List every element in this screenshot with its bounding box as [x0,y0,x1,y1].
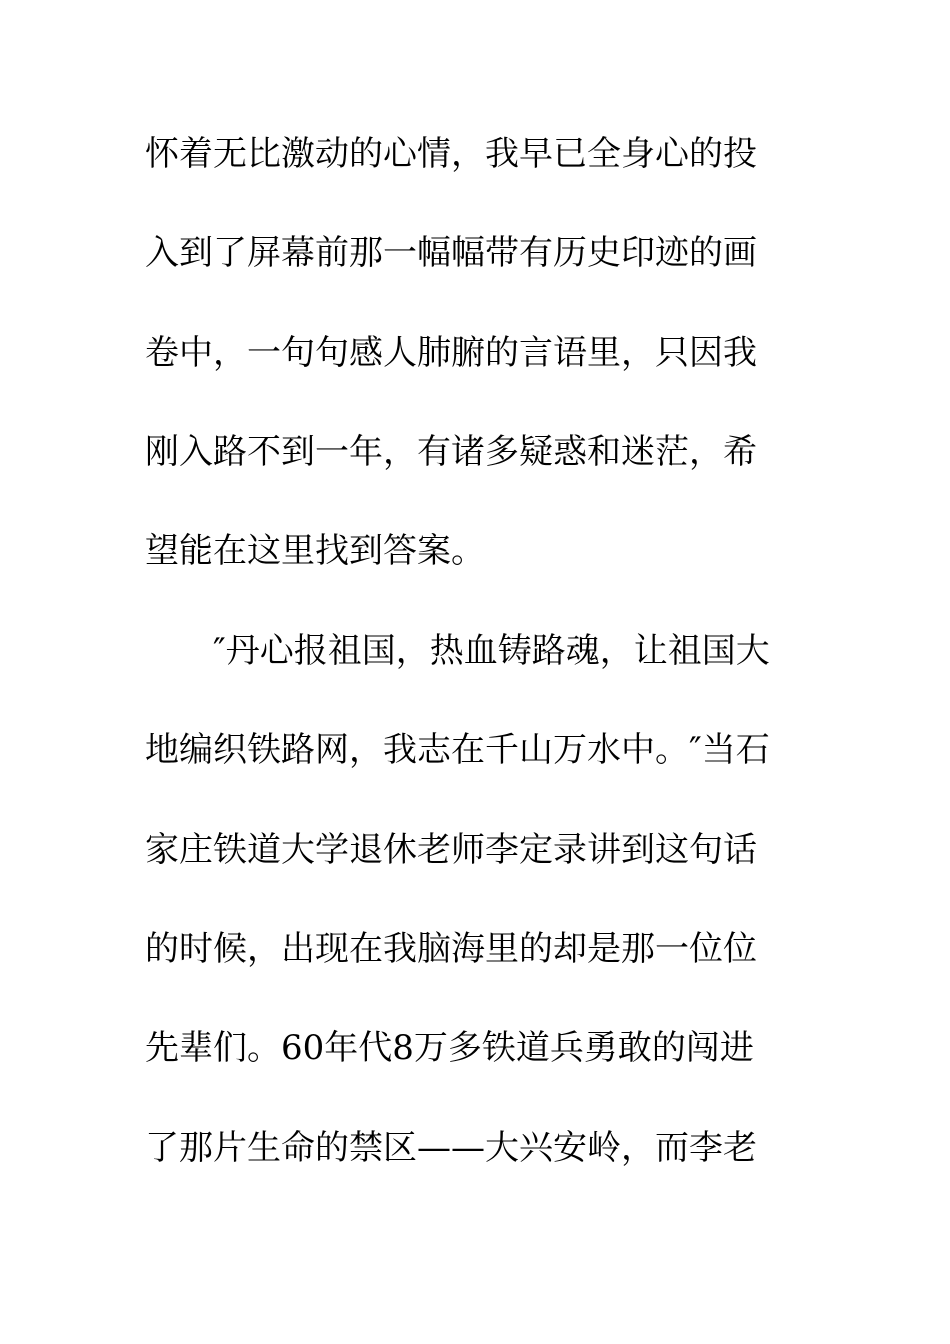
text-line-5: 望能在这里找到答案。 [145,531,485,571]
text-line-2: 入到了屏幕前那一幅幅带有历史印迹的画 [145,233,757,273]
text-line-3: 卷中，一句句感人肺腑的言语里，只因我 [145,333,757,373]
text-line-9: 的时候，出现在我脑海里的却是那一位位 [145,929,757,969]
text-line-4: 刚入路不到一年，有诸多疑惑和迷茫，希 [145,432,757,472]
text-line-11: 了那片生命的禁区——大兴安岭，而李老 [145,1128,757,1168]
text-line-6: ″丹心报祖国，热血铸路魂，让祖国大 [213,631,770,671]
text-line-8: 家庄铁道大学退休老师李定录讲到这句话 [145,830,757,870]
text-line-7: 地编织铁路网，我志在千山万水中。″当石 [145,730,770,770]
text-line-1: 怀着无比激动的心情，我早已全身心的投 [145,134,757,174]
text-line-10: 先辈们。60年代8万多铁道兵勇敢的闯进 [145,1028,754,1068]
